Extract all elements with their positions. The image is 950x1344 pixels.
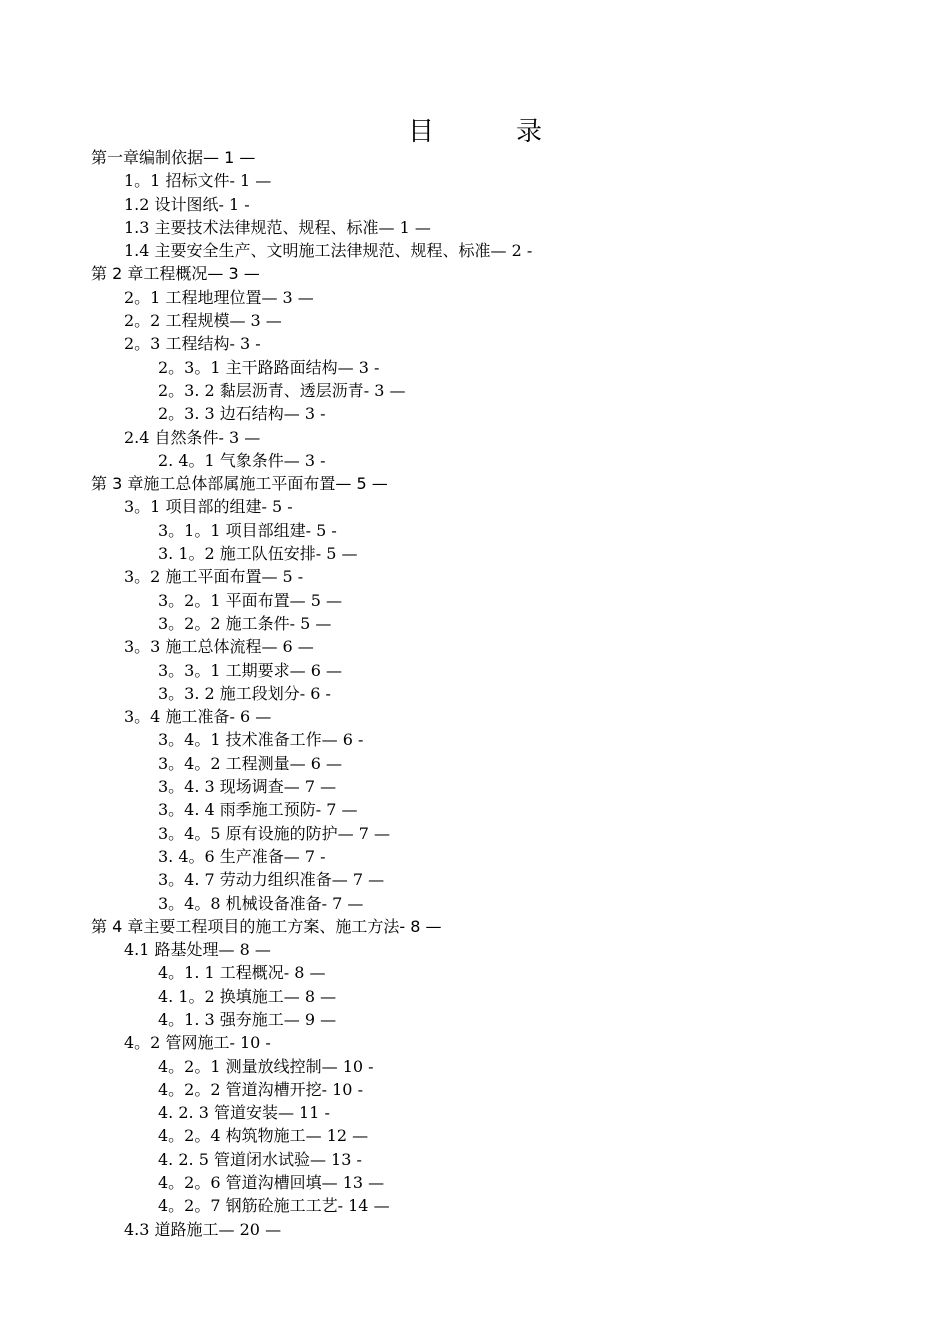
toc-subsection-entry[interactable]: 4。1. 3 强夯施工— 9 — xyxy=(158,1009,337,1029)
toc-section-entry[interactable]: 3。4 施工准备- 6 — xyxy=(124,707,272,727)
toc-section-entry[interactable]: 2.4 自然条件- 3 — xyxy=(124,427,261,447)
toc-section-entry[interactable]: 1.4 主要安全生产、文明施工法律规范、规程、标准— 2 - xyxy=(124,241,533,261)
toc-section-entry[interactable]: 3。2 施工平面布置— 5 - xyxy=(124,567,304,587)
toc-chapter-entry[interactable]: 第 3 章施工总体部属施工平面布置— 5 — xyxy=(91,474,388,494)
toc-subsection-entry[interactable]: 3。4. 4 雨季施工预防- 7 — xyxy=(158,800,358,820)
toc-subsection-entry[interactable]: 3. 1。2 施工队伍安排- 5 — xyxy=(158,544,358,564)
toc-chapter-entry[interactable]: 第 2 章工程概况— 3 — xyxy=(91,264,260,284)
toc-section-entry[interactable]: 1.2 设计图纸- 1 - xyxy=(124,194,250,214)
toc-subsection-entry[interactable]: 4。2。1 测量放线控制— 10 - xyxy=(158,1056,374,1076)
toc-subsection-entry[interactable]: 3。3. 2 施工段划分- 6 - xyxy=(158,683,331,703)
page-title: 目 录 xyxy=(407,117,570,147)
toc-subsection-entry[interactable]: 3。2。1 平面布置— 5 — xyxy=(158,590,342,610)
toc-subsection-entry[interactable]: 2。3。1 主干路路面结构— 3 - xyxy=(158,357,380,377)
toc-section-entry[interactable]: 2。1 工程地理位置— 3 — xyxy=(124,287,314,307)
toc-subsection-entry[interactable]: 4. 1。2 换填施工— 8 — xyxy=(158,986,337,1006)
toc-section-entry[interactable]: 2。3 工程结构- 3 - xyxy=(124,334,261,354)
toc-subsection-entry[interactable]: 2。3. 2 黏层沥青、透层沥青- 3 — xyxy=(158,380,406,400)
toc-section-entry[interactable]: 4。2 管网施工- 10 - xyxy=(124,1033,271,1053)
toc-subsection-entry[interactable]: 3。4。2 工程测量— 6 — xyxy=(158,753,342,773)
toc-section-entry[interactable]: 4.1 路基处理— 8 — xyxy=(124,940,271,960)
toc-subsection-entry[interactable]: 3. 4。6 生产准备— 7 - xyxy=(158,846,326,866)
toc-subsection-entry[interactable]: 3。3。1 工期要求— 6 — xyxy=(158,660,342,680)
toc-subsection-entry[interactable]: 4. 2. 3 管道安装— 11 - xyxy=(158,1103,330,1123)
toc-subsection-entry[interactable]: 3。1。1 项目部组建- 5 - xyxy=(158,520,337,540)
toc-section-entry[interactable]: 3。3 施工总体流程— 6 — xyxy=(124,637,314,657)
toc-section-entry[interactable]: 2。2 工程规模— 3 — xyxy=(124,311,282,331)
table-of-contents xyxy=(0,146,950,1241)
toc-subsection-entry[interactable]: 2。3. 3 边石结构— 3 - xyxy=(158,404,326,424)
toc-subsection-entry[interactable]: 4。2。7 钢筋砼施工工艺- 14 — xyxy=(158,1196,390,1216)
toc-subsection-entry[interactable]: 4。2。6 管道沟槽回填— 13 — xyxy=(158,1173,385,1193)
toc-chapter-entry[interactable]: 第一章编制依据— 1 — xyxy=(91,148,256,167)
toc-subsection-entry[interactable]: 4。2。2 管道沟槽开挖- 10 - xyxy=(158,1079,363,1099)
toc-subsection-entry[interactable]: 3。4. 7 劳动力组织准备— 7 — xyxy=(158,870,385,890)
toc-subsection-entry[interactable]: 3。4。5 原有设施的防护— 7 — xyxy=(158,823,390,843)
toc-subsection-entry[interactable]: 3。4. 3 现场调查— 7 — xyxy=(158,777,337,797)
toc-subsection-entry[interactable]: 3。2。2 施工条件- 5 — xyxy=(158,613,332,633)
toc-chapter-entry[interactable]: 第 4 章主要工程项目的施工方案、施工方法- 8 — xyxy=(91,916,442,936)
toc-section-entry[interactable]: 3。1 项目部的组建- 5 - xyxy=(124,497,293,517)
toc-section-entry[interactable]: 1。1 招标文件- 1 — xyxy=(124,171,272,191)
toc-subsection-entry[interactable]: 4。2。4 构筑物施工— 12 — xyxy=(158,1126,369,1146)
toc-subsection-entry[interactable]: 4。1. 1 工程概况- 8 — xyxy=(158,963,326,983)
toc-section-entry[interactable]: 4.3 道路施工— 20 — xyxy=(124,1219,282,1239)
toc-subsection-entry[interactable]: 2. 4。1 气象条件— 3 - xyxy=(158,450,326,470)
toc-subsection-entry[interactable]: 3。4。8 机械设备准备- 7 — xyxy=(158,893,364,913)
toc-subsection-entry[interactable]: 4. 2. 5 管道闭水试验— 13 - xyxy=(158,1149,362,1169)
toc-section-entry[interactable]: 1.3 主要技术法律规范、规程、标准— 1 — xyxy=(124,217,431,237)
toc-subsection-entry[interactable]: 3。4。1 技术准备工作— 6 - xyxy=(158,730,364,750)
